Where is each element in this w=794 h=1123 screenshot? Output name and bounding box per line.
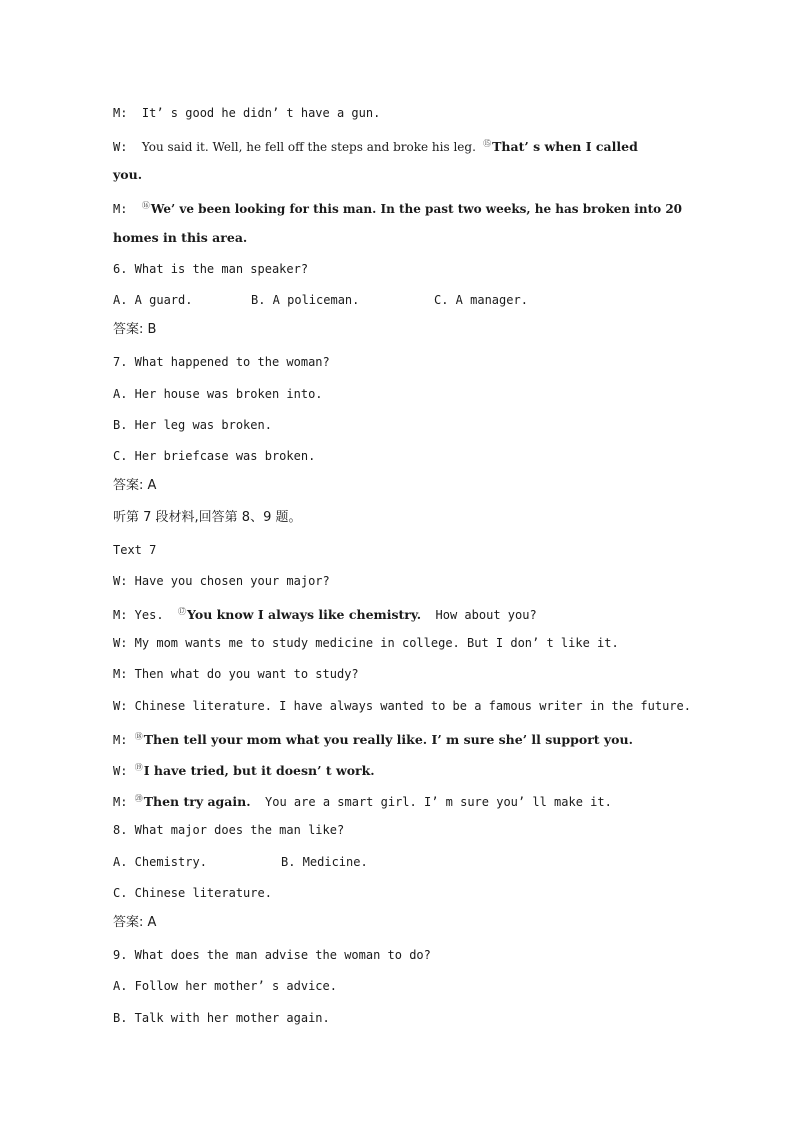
speaker-label: W:: [113, 764, 128, 778]
question: [113, 947, 693, 963]
dialogue-text: W: Have you chosen your major?: [113, 574, 330, 588]
option-text: C. Her briefcase was broken.: [113, 449, 316, 463]
speaker-label: M:: [113, 202, 128, 216]
question-text: 9. What does the man advise the woman to do?: [113, 948, 431, 962]
speaker-label: M:: [113, 733, 128, 747]
dialogue-line: [113, 198, 693, 217]
dialogue-line: [113, 105, 693, 121]
answer-key: [113, 322, 693, 338]
answer-text: 答案: B: [113, 322, 157, 337]
option-text: A. Her house was broken into.: [113, 387, 323, 401]
dialogue-line: [113, 230, 693, 246]
dialogue-line: [113, 729, 693, 748]
key-sentence: I have tried, but it doesn’ t work.: [143, 763, 375, 778]
key-sentence: Then tell your mom what you really like. I’ m sure she’ ll support you.: [143, 732, 633, 747]
key-sentence: homes in this area.: [113, 230, 248, 245]
option: [113, 885, 693, 901]
option-text: B. Her leg was broken.: [113, 418, 272, 432]
dialogue-line: [113, 760, 693, 779]
dialogue-line: [113, 167, 693, 183]
note-marker: ⑮: [483, 139, 492, 148]
dialogue-line: [113, 573, 693, 589]
dialogue-text: You said it. Well, he fell off the steps and broke his leg.: [141, 140, 476, 154]
option: [113, 1010, 693, 1026]
note-marker: ⑯: [141, 201, 150, 210]
dialogue-line: [113, 791, 693, 810]
note-marker: ⑰: [178, 607, 187, 616]
option-c: C. A manager.: [434, 293, 528, 307]
heading-text: Text 7: [113, 543, 157, 557]
speaker-label: M:: [113, 795, 128, 809]
question-text: 6. What is the man speaker?: [113, 262, 309, 276]
question: [113, 354, 693, 370]
dialogue-line: [113, 604, 693, 623]
key-sentence: Then try again.: [143, 794, 251, 809]
section-heading: [113, 542, 693, 558]
option: [113, 978, 693, 994]
key-sentence: We’ ve been looking for this man. In the past two weeks, he has broken into 20: [150, 202, 683, 216]
dialogue-text: How about you?: [435, 608, 537, 622]
dialogue-text: M: Yes.: [113, 608, 164, 622]
option-text: A. Follow her mother’ s advice.: [113, 979, 337, 993]
speaker-label: W:: [113, 140, 128, 154]
dialogue-text: M: Then what do you want to study?: [113, 667, 359, 681]
answer-options: [113, 292, 693, 308]
option: [113, 386, 693, 402]
speaker-label: M:: [113, 106, 128, 120]
dialogue-line: [113, 666, 693, 682]
dialogue-line: [113, 635, 693, 651]
dialogue-text: W: My mom wants me to study medicine in college. But I don’ t like it.: [113, 636, 619, 650]
answer-text: 答案: A: [113, 915, 157, 930]
question-text: 8. What major does the man like?: [113, 823, 345, 837]
option-b: B. A policeman.: [251, 293, 360, 307]
key-sentence: You know I always like chemistry.: [187, 607, 422, 622]
dialogue-text: W: Chinese literature. I have always wanted to be a famous writer in the future.: [113, 699, 691, 713]
note-marker: ⑳: [134, 794, 143, 803]
note-marker: ⑱: [134, 732, 143, 741]
answer-text: 答案: A: [113, 478, 157, 493]
dialogue-text: You are a smart girl. I’ m sure you’ ll make it.: [265, 795, 612, 809]
dialogue-line: [113, 136, 693, 155]
dialogue-line: [113, 698, 693, 714]
section-instruction: [113, 510, 693, 526]
question: [113, 261, 693, 277]
question: [113, 822, 693, 838]
answer-key: [113, 915, 693, 931]
option-text: B. Talk with her mother again.: [113, 1011, 330, 1025]
question-text: 7. What happened to the woman?: [113, 355, 330, 369]
dialogue-text: It’ s good he didn’ t have a gun.: [141, 106, 381, 120]
answer-key: [113, 478, 693, 494]
option-b: B. Medicine.: [281, 855, 368, 869]
option: [113, 448, 693, 464]
option-a: A. Chemistry.: [113, 855, 207, 869]
instruction-text: 听第 7 段材料,回答第 8、9 题。: [113, 510, 302, 525]
key-sentence: That’ s when I called: [492, 139, 638, 154]
option: [113, 417, 693, 433]
key-sentence: you.: [113, 167, 143, 182]
answer-options: [113, 854, 693, 870]
note-marker: ⑲: [134, 763, 143, 772]
option-text: C. Chinese literature.: [113, 886, 272, 900]
option-a: A. A guard.: [113, 293, 193, 307]
